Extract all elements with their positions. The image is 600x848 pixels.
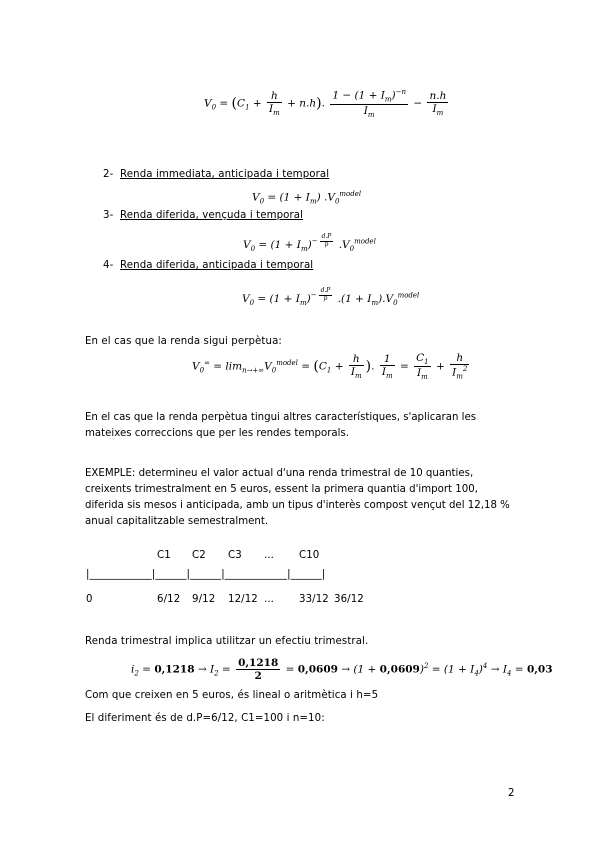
arith-note: Com que creixen en 5 euros, és lineal o aritmètica i h=5 bbox=[85, 690, 379, 701]
time-label: 9/12 bbox=[192, 594, 216, 605]
formula-item-3: $V_0 = (1 + I_m)^{- \frac{d.P}{p}}$ $.V_0^{model}$ bbox=[243, 233, 376, 253]
cash-label: C3 bbox=[228, 550, 242, 561]
perpetual-note: En el cas que la renda perpètua tingui altres característiques, s'aplicaran les mateixes correccions que per les rendes temporals. bbox=[85, 412, 477, 439]
item-number: 3- bbox=[103, 210, 114, 221]
time-label: 36/12 bbox=[334, 594, 364, 605]
formula-item-2: $V_0 = (1 + I_m)$ $.V_0^{model}$ bbox=[252, 190, 362, 206]
time-label: 0 bbox=[86, 594, 93, 605]
time-label: 6/12 bbox=[157, 594, 181, 605]
formula-v0-increasing: $V_0 = (C_1$ + $\frac{h}{I_m}$ + n.h). $\frac{1 - (1 + I_m)^{-n}}{I_m}$ − $\frac{n.h}{I_m}$ bbox=[204, 88, 447, 119]
item-title: Renda diferida, anticipada i temporal bbox=[120, 260, 314, 271]
cash-label: C1 bbox=[157, 550, 171, 561]
example-paragraph: EXEMPLE: determineu el valor actual d'una renda trimestral de 10 quanties, creixents trimestralment en 5 euros, essent la primera quantia d'import 100, diferida sis mesos i anticipada, amb un tipus d'interès compost vençut del 12,18 % anual capitalitzable semestralment. bbox=[85, 468, 510, 527]
perpetual-intro: En el cas que la renda sigui perpètua: bbox=[85, 336, 282, 347]
item-title: Renda immediata, anticipada i temporal bbox=[120, 169, 330, 180]
list-item-2 bbox=[103, 169, 329, 180]
cash-label: C10 bbox=[299, 550, 320, 561]
time-label: 12/12 bbox=[228, 594, 258, 605]
page-number: 2 bbox=[508, 788, 515, 799]
item-number: 4- bbox=[103, 260, 114, 271]
list-item-4 bbox=[103, 260, 313, 271]
formula-effective-rate: $i_2 = 0,1218 \to I_2$ = $\frac{0,1218}{2}$ = $0,0609 \to (1 + 0,0609)^2 = (1 + I_4)^4 \to I_4 = 0,03$ bbox=[131, 657, 553, 683]
item-number: 2- bbox=[103, 169, 114, 180]
item-title: Renda diferida, vençuda i temporal bbox=[120, 210, 304, 221]
time-label: 33/12 bbox=[299, 594, 329, 605]
timeline-bar: |____________|______|______|____________|______| bbox=[86, 569, 326, 580]
trimestral-note: Renda trimestral implica utilitzar un efectiu trimestral. bbox=[85, 636, 369, 647]
formula-perpetual: $V_0^\infty = \lim_{n\to+\infty}V_0^{model} = (C_1$ + $\frac{h}{I_m}$ ). $\frac{1}{I_m}$ = $\frac{C_1}{I_m}$ + $\frac{h}{I_m^2}$ bbox=[192, 352, 468, 382]
formula-item-4: $V_0 = (1 + I_m)^{- \frac{d.P}{p}}$ $.(1 + I_m).V_0^{model}$ bbox=[242, 287, 420, 307]
list-item-3 bbox=[103, 210, 303, 221]
cash-label: ... bbox=[264, 550, 275, 561]
cash-label: C2 bbox=[192, 550, 206, 561]
time-label: ... bbox=[264, 594, 275, 605]
deferment-note: El diferiment és de d.P=6/12, C1=100 i n=10: bbox=[85, 713, 325, 724]
